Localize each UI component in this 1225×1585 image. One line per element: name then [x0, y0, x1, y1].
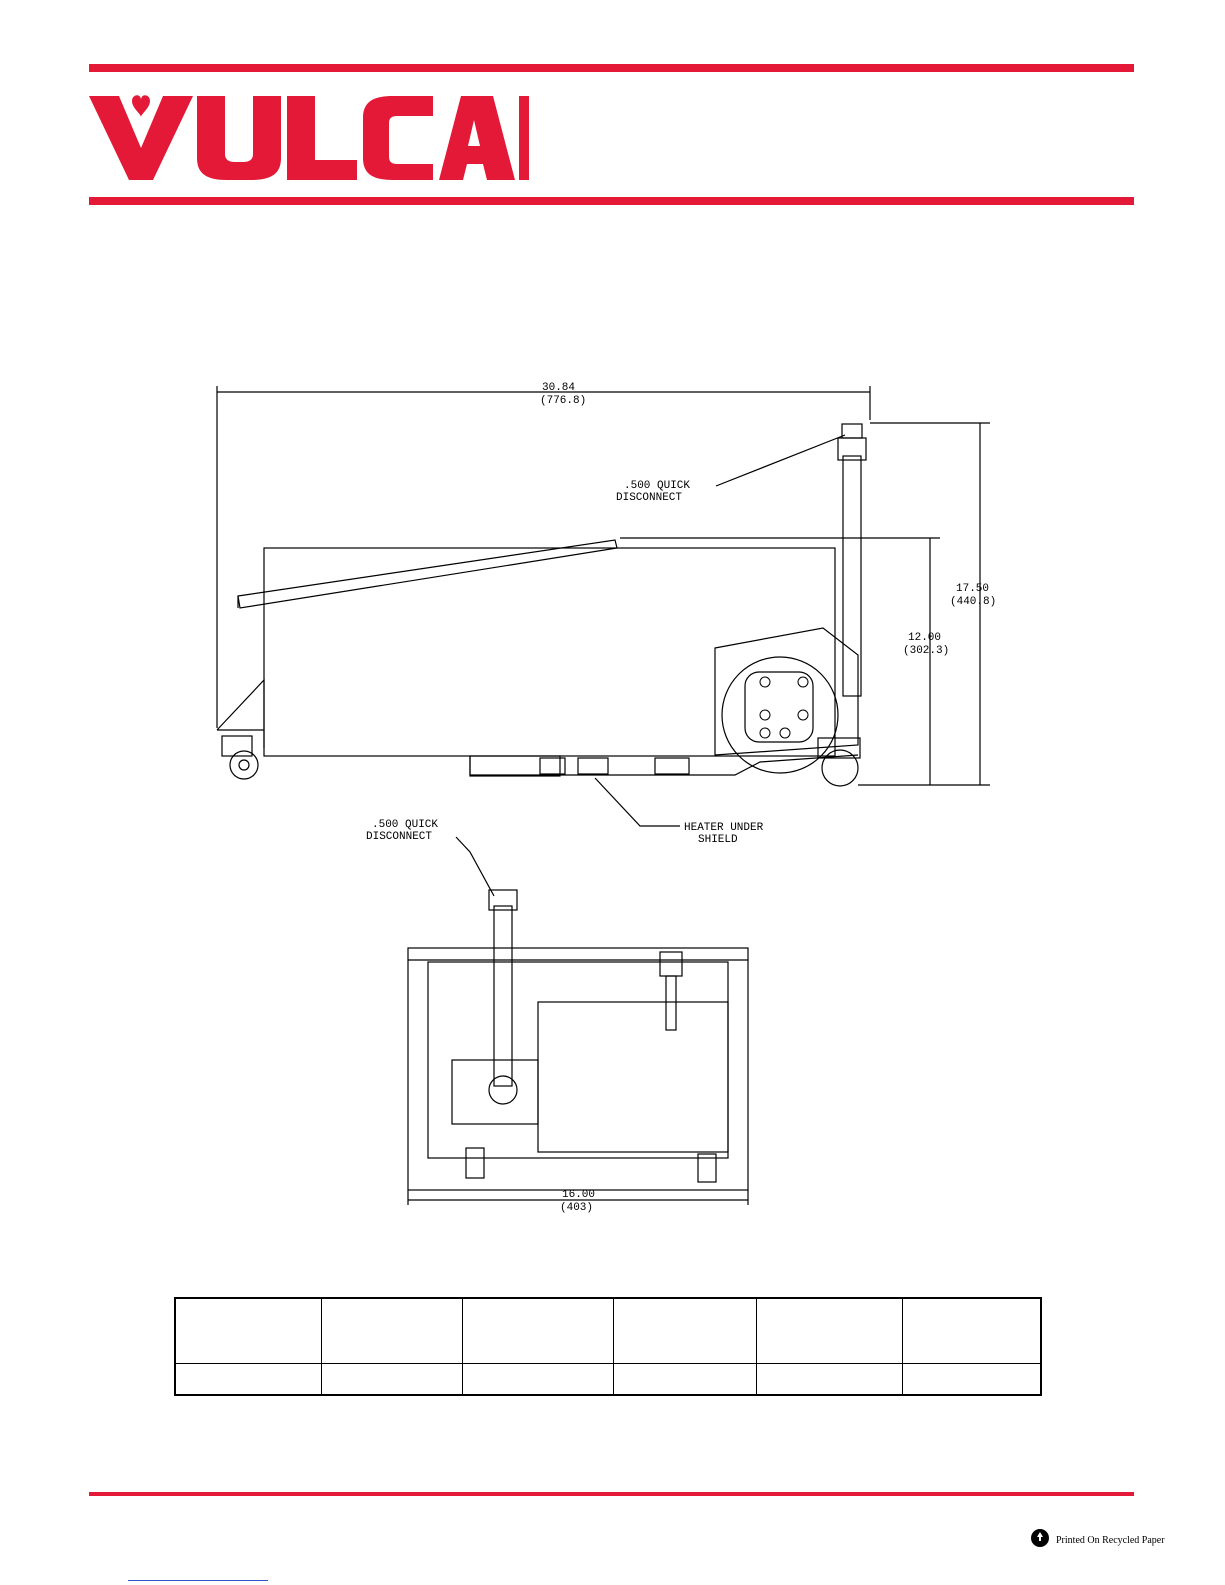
- recycled-paper-note: [1030, 1528, 1165, 1553]
- rear-wheel: [822, 750, 858, 786]
- table-header-cell: [757, 1298, 903, 1364]
- table-header-cell: [175, 1298, 322, 1364]
- end-view-frame: [408, 948, 748, 1190]
- recycled-paper-label: Printed On Recycled Paper: [1056, 1535, 1165, 1546]
- end-disconnect-callout-1: .500 QUICK: [372, 819, 439, 831]
- table-cell: [175, 1364, 322, 1396]
- table-header-cell: [903, 1298, 1042, 1364]
- length-dimension: 30.84: [542, 382, 576, 394]
- table-header-cell: [463, 1298, 614, 1364]
- table-cell: [903, 1364, 1042, 1396]
- height-dimension: 17.50: [956, 583, 990, 595]
- end-view-motor: [538, 1002, 728, 1152]
- caster-wheel: [230, 751, 258, 779]
- end-view-pipe: [494, 906, 512, 1086]
- vulcan-logo: [89, 88, 529, 183]
- table-cell: [463, 1364, 614, 1396]
- footer-link-underline[interactable]: [128, 1580, 268, 1581]
- heater-callout-2: SHIELD: [698, 834, 738, 846]
- table-cell: [322, 1364, 463, 1396]
- height-dimension-mm: (440.8): [950, 596, 997, 608]
- technical-drawing: [0, 360, 1225, 1240]
- length-dimension-mm: (776.8): [540, 395, 587, 407]
- bottom-red-rule: [89, 1492, 1134, 1496]
- spec-table: [174, 1297, 1042, 1396]
- table-cell: [757, 1364, 903, 1396]
- table-row: [175, 1364, 1041, 1396]
- top-red-rule: [89, 64, 1134, 72]
- table-cell: [614, 1364, 757, 1396]
- table-header-cell: [322, 1298, 463, 1364]
- recycle-icon: [1030, 1528, 1050, 1553]
- end-disconnect-callout-2: DISCONNECT: [366, 831, 433, 843]
- lid-arm: [238, 540, 617, 608]
- table-header-row: [175, 1298, 1041, 1364]
- disconnect-callout-1: .500 QUICK: [624, 480, 691, 492]
- width-dimension-mm: (403): [560, 1202, 594, 1214]
- heater-callout-1: HEATER UNDER: [684, 822, 764, 834]
- body-height-dimension: 12.00: [908, 632, 942, 644]
- logo-red-rule: [89, 197, 1134, 205]
- table-header-cell: [614, 1298, 757, 1364]
- width-dimension: 16.00: [562, 1189, 596, 1201]
- disconnect-callout-2: DISCONNECT: [616, 492, 683, 504]
- body-height-dimension-mm: (302.3): [903, 645, 950, 657]
